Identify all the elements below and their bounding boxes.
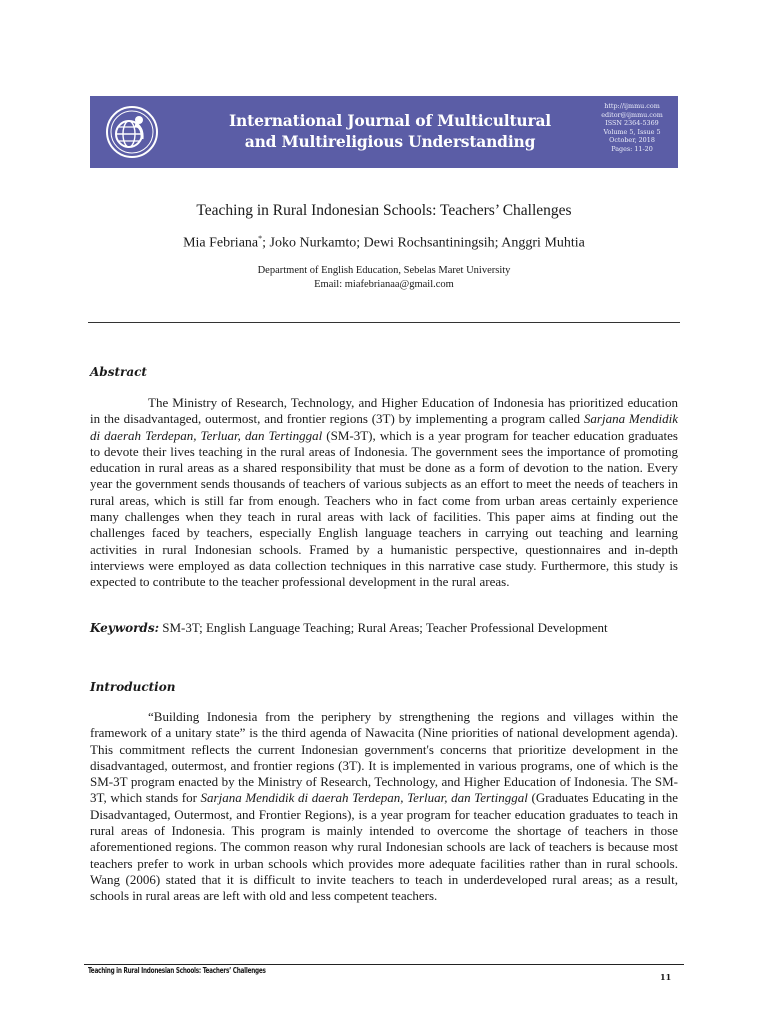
globe-emblem-icon: [105, 105, 159, 159]
introduction-paragraph: [90, 709, 678, 905]
paper-title: [90, 202, 678, 220]
author-corresponding: Mia Febriana: [183, 235, 259, 251]
journal-url[interactable]: http://ijmmu.com: [604, 102, 660, 110]
corresponding-mark: *: [258, 234, 263, 243]
journal-volume-issue: Volume 5, Issue 5: [603, 127, 661, 136]
abstract-text-b: (SM-3T), which is a year program for teacher education graduates to devote their lives teaching in the rural areas of Indonesia. The government sees the importance of promoting education in rural areas as a shared responsibility that must be done as a form of devotion to the nation. Every year the government sends thousands of teachers of various subjects as an effort to meet the needs of teachers in rural areas, which is still far from enough. Teachers who in fact come from urban areas certainly experience many challenges when they teach in rural areas with lack of facilities. This paper aims at finding out the challenges faced by teachers, especially English language teachers in carrying out teaching and learning activities in rural Indonesian schools. Framed by a humanistic perspective, questionnaires and in-depth interviews were employed as data collection techniques in this narrative case study. Furthermore, this study is expected to contribute to the teacher professional development in the rural areas.: [90, 427, 678, 590]
affiliation-block: [90, 264, 678, 292]
paper-title-main: Rural Indonesian Schools: Teachers’ Challenges: [272, 202, 572, 219]
journal-banner: [90, 96, 678, 168]
introduction-text-b: (Graduates Educating in the Disadvantaged, Outermost, and Frontier Regions), is a year program for teacher education graduates to teach in rural areas of Indonesia. This program is mainly intended to overcome the shortage of teachers in those aforementioned regions. The common reason why rural Indonesian schools are lack of teachers is because most teachers prefer to work in urban schools which provides more adequate facilities rather than in rural schools. Wang (2006) stated that it is difficult to invite teachers to teach in underdeveloped rural areas; as a result, schools in rural areas are left with old and less competent teachers.: [90, 790, 679, 904]
abstract-text-a: The Ministry of Research, Technology, and Higher Education of Indonesia has prioritized education in the disadvantaged, outermost, and frontier regions (3T) by implementing a program called: [90, 395, 678, 427]
journal-title-line1: International Journal of Multicultural: [229, 111, 551, 130]
abstract-paragraph: [90, 395, 678, 591]
keywords-value: SM-3T; English Language Teaching; Rural Areas; Teacher Professional Development: [159, 620, 608, 635]
running-title: Teaching in Rural Indonesian Schools: Teachers’ Challenges: [88, 966, 266, 975]
author-list: [90, 234, 678, 252]
journal-date: October, 2018: [609, 136, 655, 144]
journal-pages: Pages: 11-20: [611, 144, 653, 153]
journal-title-line2: and Multireligious Understanding: [244, 132, 536, 151]
page-number: 11: [660, 972, 672, 982]
paper-title-prefix: Teaching in: [196, 202, 273, 219]
journal-meta: [592, 102, 672, 153]
journal-issn: ISSN 2364-5369: [605, 119, 659, 127]
abstract-text-italic: Sarjana Mendidik di daerah Terdepan, Terluar, dan Tertinggal: [90, 411, 679, 443]
author-email[interactable]: Email: miafebrianaa@gmail.com: [314, 279, 454, 290]
introduction-heading: Introduction: [90, 680, 176, 694]
introduction-text-a: “Building Indonesia from the periphery by strengthening the regions and villages within the framework of a unitary state” is the third agenda of Nawacita (Nine priorities of national development agenda). This commitment reflects the current Indonesian government's concerns that prioritize development in the disadvantaged, outermost, and frontier regions (3T). It is implemented in various programs, one of which is the SM-3T program enacted by the Ministry of Research, Technology, and Higher Education of Indonesia. The SM-3T, which stands for: [90, 709, 678, 806]
introduction-text-italic: Sarjana Mendidik di daerah Terdepan, Terluar, dan Tertinggal: [200, 790, 528, 806]
affiliation: Department of English Education, Sebelas Maret University: [257, 265, 511, 276]
journal-email[interactable]: editor@ijmmu.com: [601, 110, 663, 119]
header-divider: [88, 322, 680, 323]
author-others: ; Joko Nurkamto; Dewi Rochsantiningsih; Anggri Muhtia: [262, 235, 585, 251]
footer-divider: [84, 964, 684, 965]
abstract-heading: Abstract: [90, 365, 147, 379]
journal-title: [190, 110, 590, 152]
keywords: [90, 620, 678, 636]
keywords-label: Keywords:: [90, 621, 160, 635]
